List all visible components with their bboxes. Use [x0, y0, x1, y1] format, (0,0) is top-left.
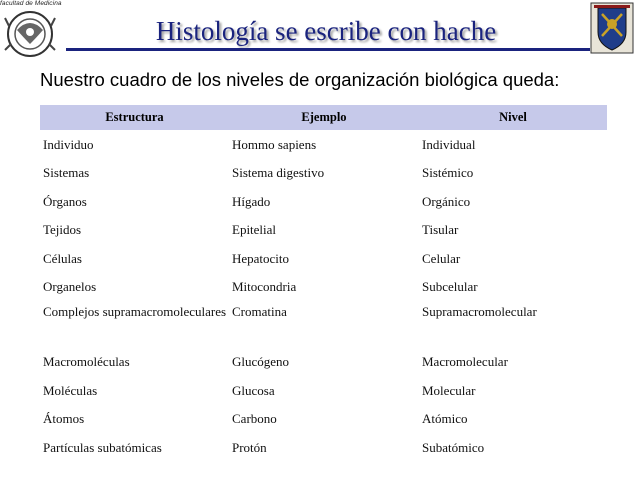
- logo-caption: facultad de Medicina: [0, 0, 62, 7]
- table-row: [40, 348, 607, 377]
- cell-nivel: Supramacromolecular: [422, 303, 537, 319]
- faculty-logo: [0, 0, 60, 62]
- cell-estructura: Macromoléculas: [43, 354, 130, 370]
- cell-nivel: Subcelular: [422, 279, 478, 295]
- table-row: [40, 302, 607, 348]
- cell-estructura: Partículas subatómicas: [43, 439, 162, 455]
- cell-ejemplo: Glucosa: [232, 382, 275, 398]
- cell-estructura: Órganos: [43, 193, 87, 209]
- table-row: [40, 405, 607, 434]
- table-row: [40, 130, 607, 159]
- cell-ejemplo: Mitocondria: [232, 279, 297, 295]
- cell-nivel: Individual: [422, 136, 476, 152]
- cell-nivel: Orgánico: [422, 193, 471, 209]
- table-header-row: [40, 105, 607, 130]
- cell-estructura: Organelos: [43, 279, 97, 295]
- table-row: [40, 187, 607, 216]
- cell-ejemplo: Glucógeno: [232, 354, 290, 370]
- cell-nivel: Tisular: [422, 222, 459, 238]
- cell-ejemplo: Hommo sapiens: [232, 136, 317, 152]
- title-underline: [66, 48, 590, 51]
- cell-estructura: Individuo: [43, 136, 94, 152]
- levels-table: [40, 105, 607, 462]
- cell-ejemplo: Sistema digestivo: [232, 165, 325, 181]
- intro-text: Nuestro cuadro de los niveles de organización biológica queda:: [40, 69, 560, 90]
- crest-shield-icon: [590, 2, 634, 54]
- cell-ejemplo: Epitelial: [232, 222, 277, 238]
- cell-ejemplo: Protón: [232, 439, 267, 455]
- cell-estructura: Átomos: [43, 411, 85, 427]
- cell-nivel: Celular: [422, 250, 461, 266]
- faculty-emblem-icon: [3, 8, 57, 60]
- cell-estructura: Células: [43, 250, 82, 266]
- table-row: [40, 273, 607, 302]
- cell-estructura: Moléculas: [43, 382, 98, 398]
- cell-nivel: Molecular: [422, 382, 476, 398]
- cell-ejemplo: Hepatocito: [232, 250, 290, 266]
- table-row: [40, 159, 607, 188]
- column-header-ejemplo: Ejemplo: [229, 105, 419, 130]
- cell-ejemplo: Carbono: [232, 411, 277, 427]
- table-row: [40, 433, 607, 462]
- cell-estructura: Sistemas: [43, 165, 90, 181]
- slide-title: Histología se escribe con hache: [155, 16, 497, 46]
- table-row: [40, 244, 607, 273]
- cell-nivel: Sistémico: [422, 165, 474, 181]
- cell-nivel: Subatómico: [422, 439, 485, 455]
- cell-nivel: Macromolecular: [422, 354, 508, 370]
- column-header-nivel: Nivel: [419, 105, 607, 130]
- cell-nivel: Atómico: [422, 411, 468, 427]
- table-row: [40, 216, 607, 245]
- cell-ejemplo: Hígado: [232, 193, 271, 209]
- cell-ejemplo: Cromatina: [232, 303, 287, 319]
- column-header-estructura: Estructura: [40, 105, 229, 130]
- cell-estructura: Tejidos: [43, 222, 82, 238]
- table-row: [40, 376, 607, 405]
- cell-estructura: Complejos supramacromoleculares: [43, 303, 227, 319]
- crest-logo: [590, 2, 634, 54]
